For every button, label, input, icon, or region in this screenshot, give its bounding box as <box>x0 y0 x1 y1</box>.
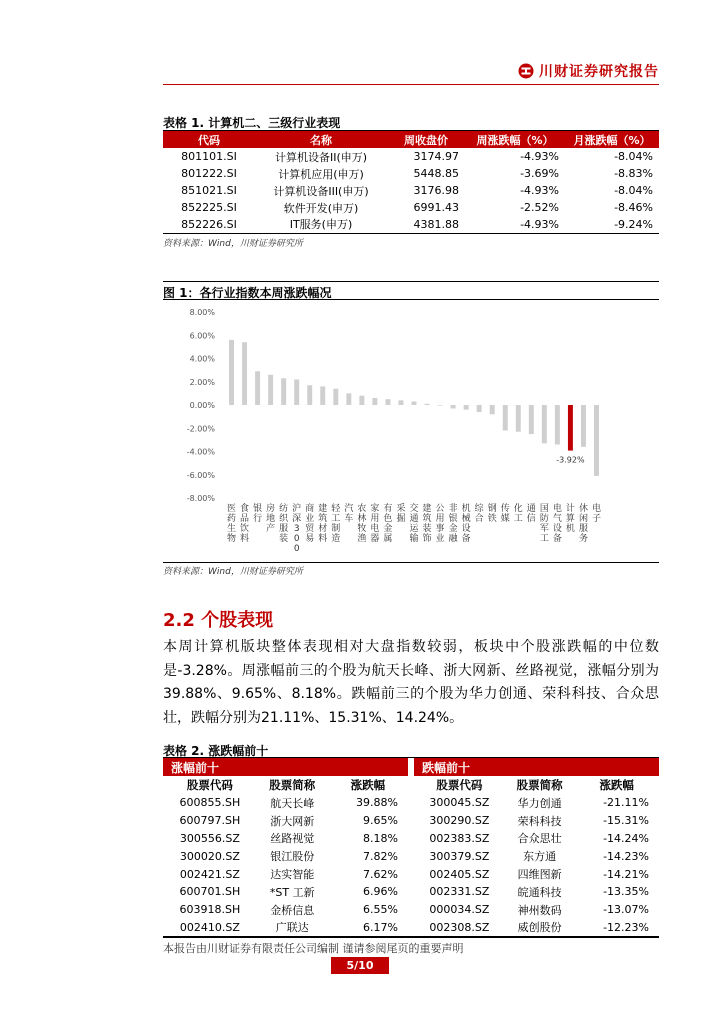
bar <box>503 405 508 431</box>
table-cell: 浙大网新 <box>270 814 315 828</box>
page-header <box>163 55 659 85</box>
table-row <box>163 199 659 216</box>
bar <box>412 402 417 405</box>
table-cell: -4.93% <box>465 216 565 233</box>
industry-bar-chart <box>163 302 659 560</box>
gainers-table <box>163 758 408 936</box>
bar <box>359 396 364 405</box>
x-tick-label: 采掘 <box>396 504 406 524</box>
bar <box>346 393 351 405</box>
table-cell: 威创股份 <box>517 921 562 935</box>
table-cell: 神州数码 <box>517 903 562 917</box>
figure1-title: 图 1：各行业指数本周涨跌幅况 <box>163 286 332 300</box>
table-row <box>414 901 659 919</box>
table-cell: 计算机设备II(申万) <box>274 150 368 164</box>
x-tick-label: 休闲服务 <box>578 504 588 544</box>
y-tick-label: -8.00% <box>186 494 215 503</box>
col-header: 代码 <box>163 131 255 148</box>
bar <box>255 371 260 405</box>
table-cell: 7.62% <box>363 867 398 881</box>
table-cell: 801101.SI <box>181 150 237 163</box>
table-cell: 002383.SZ <box>429 831 490 845</box>
bar <box>333 389 338 405</box>
table-cell: 7.82% <box>363 849 398 863</box>
table-row <box>414 865 659 883</box>
bar <box>451 405 456 408</box>
table-cell: -8.04% <box>614 150 653 163</box>
table-cell: -15.31% <box>603 814 649 828</box>
table-cell: 计算机设备III(申万) <box>273 184 369 198</box>
col-header: 涨跌幅 <box>599 778 634 792</box>
table-row <box>414 919 659 937</box>
x-tick-label: 国防军工 <box>539 504 549 544</box>
bar <box>229 340 234 405</box>
y-tick-label: 8.00% <box>189 308 215 317</box>
table-cell: IT服务(申万) <box>255 216 387 233</box>
table-row <box>163 216 659 233</box>
bar <box>594 405 599 476</box>
bar <box>529 405 534 434</box>
x-tick-label: 纺织服装 <box>279 504 289 544</box>
table-cell: 4381.88 <box>387 216 465 233</box>
table-cell: -12.23% <box>603 920 649 934</box>
table-cell: -4.93% <box>520 150 559 163</box>
bar <box>294 379 299 405</box>
y-tick-label: 2.00% <box>189 377 215 387</box>
col-header: 周涨跌幅（%） <box>465 131 565 148</box>
x-tick-label: 交通运输 <box>409 504 419 544</box>
x-tick-label: 公用事业 <box>435 504 445 544</box>
figure1-subline <box>163 299 659 300</box>
table-cell: -14.21% <box>603 867 649 881</box>
col-header: 周收盘价 <box>387 131 465 148</box>
page-number: 5/10 <box>331 957 389 974</box>
table-row <box>414 830 659 848</box>
table-cell: 3174.97 <box>413 150 459 163</box>
x-tick-label: 电子 <box>591 504 601 524</box>
table-cell: 39.88% <box>356 796 398 810</box>
y-tick-label: 6.00% <box>189 331 215 341</box>
x-tick-label: 轻工制造 <box>331 504 341 544</box>
bar <box>581 405 586 447</box>
bar <box>425 404 430 405</box>
table-row <box>414 847 659 865</box>
table-row <box>163 847 408 865</box>
table-cell: 四维图新 <box>517 868 562 882</box>
y-tick-label: -6.00% <box>186 470 215 480</box>
table-row <box>163 182 659 199</box>
col-header: 月涨跌幅（%） <box>565 131 659 148</box>
bar <box>281 378 286 405</box>
table-row <box>163 883 408 901</box>
table-cell: 002421.SZ <box>179 867 240 881</box>
table-cell: 002405.SZ <box>429 867 490 881</box>
table1-title: 表格 1. 计算机二、三级行业表现 <box>163 116 341 130</box>
table-cell: 300045.SZ <box>429 796 490 810</box>
table-cell: 600855.SH <box>179 796 241 810</box>
x-tick-label: 综合 <box>474 504 484 524</box>
table-row <box>414 794 659 812</box>
table-cell: 丝路视觉 <box>270 832 315 846</box>
bar <box>477 405 482 412</box>
y-tick-label: 4.00% <box>189 354 215 364</box>
col-header: 股票代码 <box>186 778 233 792</box>
table-cell: -3.69% <box>520 167 559 180</box>
table-cell: -8.83% <box>614 167 653 180</box>
table-cell: 6991.43 <box>413 201 459 214</box>
table-cell: 银江股份 <box>270 850 315 864</box>
table-cell: 002308.SZ <box>429 920 490 934</box>
x-tick-label: 沪深 3 0 0 <box>292 504 302 554</box>
x-tick-label: 食品饮料 <box>240 504 250 544</box>
table-cell: 801222.SI <box>181 167 237 180</box>
x-tick-label: 家用电器 <box>370 504 380 544</box>
table-row <box>163 865 408 883</box>
losers-header: 跌幅前十 <box>414 758 659 776</box>
table-cell: -8.04% <box>614 184 653 197</box>
table-row <box>163 830 408 848</box>
table-cell: 东方通 <box>523 850 557 864</box>
table-cell: -9.24% <box>565 216 659 233</box>
logo-text: 川财证券研究报告 <box>539 64 659 80</box>
col-header: 名称 <box>255 131 387 148</box>
col-header: 股票简称 <box>269 778 316 792</box>
table-row <box>414 812 659 830</box>
figure1-bottomline <box>163 562 659 563</box>
bar <box>542 405 547 443</box>
x-tick-label: 通信 <box>526 504 536 524</box>
table-cell: 002331.SZ <box>429 885 490 899</box>
table-cell: 300379.SZ <box>429 849 490 863</box>
x-tick-label: 有色金属 <box>383 504 393 544</box>
table-row <box>163 919 408 937</box>
section-title: 2.2 个股表现 <box>163 610 274 631</box>
y-tick-label: 0.00% <box>189 401 215 410</box>
x-tick-label: 钢铁 <box>487 504 497 524</box>
table-cell: 5448.85 <box>413 167 459 180</box>
logo-icon <box>518 63 534 79</box>
x-tick-label: 医药生物 <box>227 504 237 544</box>
table-cell: 300020.SZ <box>179 849 240 863</box>
bar <box>320 386 325 405</box>
bar <box>490 405 495 414</box>
table-row <box>163 794 408 812</box>
table1-source: 资料来源：Wind，川财证券研究所 <box>163 239 303 249</box>
body-paragraph: 本周计算机版块整体表现相对大盘指数较弱，板块中个股涨跌幅的中位数是-3.28%。周涨幅前三的个股为航天长峰、浙大网新、丝路视觉，涨幅分别为39.88%、9.65%、8.18%。跌幅前三的个股为华力创通、荣科科技、合众思壮，跌幅分别为21.11%、15.31%、14.24%。 <box>163 639 659 726</box>
bar <box>555 405 560 445</box>
x-tick-label: 建筑装饰 <box>422 504 432 544</box>
table-cell: 6.55% <box>363 903 398 917</box>
table-cell: 3176.98 <box>413 184 459 197</box>
table-cell: 852226.SI <box>163 216 255 233</box>
x-tick-label: 传媒 <box>500 504 510 524</box>
table-cell: 600797.SH <box>179 814 241 828</box>
bar <box>398 400 403 405</box>
table-cell: 广联达 <box>275 921 309 935</box>
table-cell: 华力创通 <box>517 796 562 810</box>
x-tick-label: 建筑材料 <box>318 504 328 544</box>
x-tick-label: 计算机 <box>565 504 575 534</box>
bar <box>516 405 521 432</box>
x-tick-label: 银行 <box>253 504 263 524</box>
figure1-topline <box>163 281 659 282</box>
x-tick-label: 汽车 <box>344 504 354 524</box>
x-tick-label: 房地产 <box>266 504 276 534</box>
table2-title: 表格 2. 涨跌幅前十 <box>163 744 269 758</box>
table-cell: -21.11% <box>603 796 649 810</box>
bar <box>307 385 312 405</box>
table-cell: -13.07% <box>603 903 649 917</box>
bar <box>438 405 443 406</box>
table-cell: -14.23% <box>603 849 649 863</box>
x-tick-label: 电气设备 <box>552 504 562 544</box>
top-movers-table <box>163 758 659 937</box>
x-tick-label: 机械设备 <box>461 504 471 544</box>
table-cell: 金桥信息 <box>270 903 315 917</box>
y-tick-label: -4.00% <box>186 447 215 457</box>
industry-table <box>163 131 659 234</box>
bar <box>268 375 273 405</box>
table-cell: 300556.SZ <box>179 831 240 845</box>
bar <box>568 405 573 451</box>
table-cell: 851021.SI <box>181 184 237 197</box>
table-cell: 600701.SH <box>179 885 241 899</box>
table-cell: 达实智能 <box>270 868 315 882</box>
table-cell: -14.24% <box>603 831 649 845</box>
footer-disclaimer: 本报告由川财证券有限责任公司编制 谨请参阅尾页的重要声明 <box>163 937 659 956</box>
x-tick-label: 商业贸易 <box>305 504 315 544</box>
table-cell: 荣科科技 <box>517 814 562 828</box>
x-tick-label: 化工 <box>513 504 523 524</box>
table-row <box>414 883 659 901</box>
table-cell: 软件开发(申万) <box>283 201 359 215</box>
table-cell: -2.52% <box>520 201 559 214</box>
table-cell: -8.46% <box>614 201 653 214</box>
col-header: 涨跌幅 <box>350 778 386 792</box>
table-cell: 计算机应用(申万) <box>278 167 364 181</box>
table-cell: 6.96% <box>363 885 398 899</box>
losers-table <box>414 758 659 936</box>
table-cell: 000034.SZ <box>429 903 490 917</box>
table-row <box>163 901 408 919</box>
col-header: 股票代码 <box>436 778 483 792</box>
table-row <box>163 148 659 165</box>
x-tick-label: 非银金融 <box>448 504 458 544</box>
table-cell: 合众思壮 <box>517 832 562 846</box>
table-cell: 9.65% <box>363 814 398 828</box>
table-cell: -4.93% <box>520 184 559 197</box>
bar <box>464 405 469 410</box>
table-cell: -13.35% <box>603 885 649 899</box>
table-cell: 8.18% <box>363 831 398 845</box>
table-cell: 300290.SZ <box>429 814 490 828</box>
table-cell: 航天长峰 <box>270 796 315 810</box>
brand-logo <box>518 61 659 81</box>
table-cell: 852225.SI <box>181 201 237 214</box>
bar <box>372 398 377 405</box>
gainers-header: 涨幅前十 <box>163 758 408 776</box>
data-label: -3.92% <box>556 455 585 465</box>
col-header: 股票简称 <box>516 778 563 792</box>
table-row <box>163 812 408 830</box>
figure1-source: 资料来源：Wind，川财证券研究所 <box>163 567 303 577</box>
x-tick-label: 农林牧渔 <box>357 504 367 544</box>
y-tick-label: -2.00% <box>186 424 215 434</box>
table-row <box>163 165 659 182</box>
table-cell: 002410.SZ <box>179 920 240 934</box>
table-cell: 6.17% <box>363 920 398 934</box>
table-cell: *ST 工新 <box>269 885 315 899</box>
bar <box>242 342 247 405</box>
table-cell: 603918.SH <box>179 903 241 917</box>
table-cell: 皖通科技 <box>517 885 562 899</box>
bar <box>385 399 390 405</box>
